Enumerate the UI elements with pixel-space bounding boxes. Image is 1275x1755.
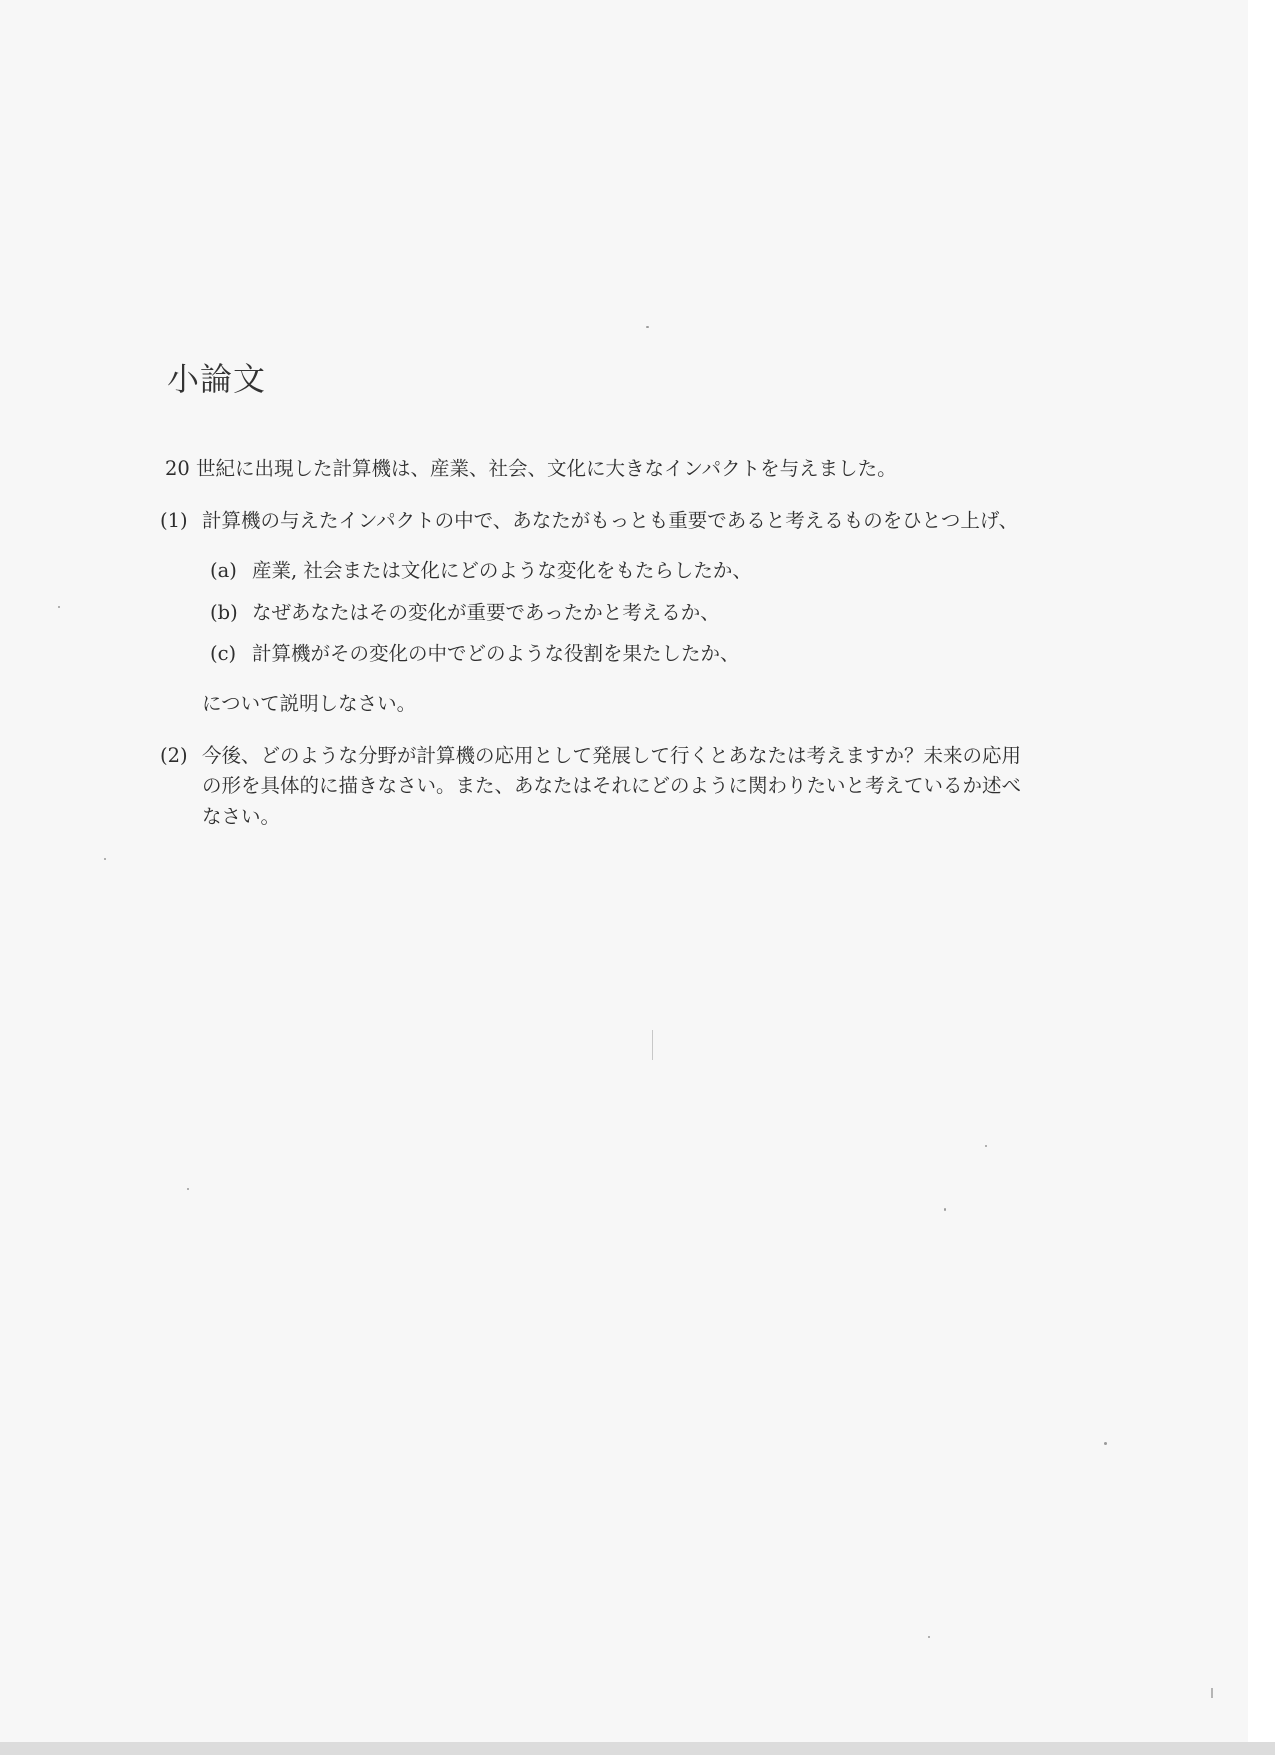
scan-speck: [58, 606, 60, 608]
question-1-item-b: [210, 597, 720, 625]
question-1: [160, 505, 1018, 533]
question-1-number: (1): [160, 509, 188, 532]
question-2: [160, 740, 1021, 768]
scan-speck: [944, 1208, 946, 1211]
item-c-label: (c): [210, 642, 237, 665]
scan-margin-bottom: [0, 1742, 1275, 1755]
scan-speck: [985, 1145, 987, 1147]
scan-speck: [104, 858, 106, 860]
item-a-text: 産業, 社会または文化にどのような変化をもたらしたか、: [252, 559, 752, 582]
scan-speck: [187, 1188, 189, 1190]
intro-paragraph: 20 世紀に出現した計算機は、産業、社会、文化に大きなインパクトを与えました。: [165, 457, 897, 480]
scan-speck: [928, 1636, 930, 1638]
question-2-line-2: の形を具体的に描きなさい。また、あなたはそれにどのように関わりたいと考えているか述べ: [202, 774, 1022, 797]
item-b-label: (b): [210, 601, 238, 624]
document-title: 小論文: [167, 360, 267, 398]
question-2-number: (2): [160, 744, 188, 767]
item-c-text: 計算機がその変化の中でどのような役割を果たしたか、: [252, 642, 740, 665]
scan-speck: [1211, 1688, 1213, 1698]
question-1-closing: について説明しなさい。: [202, 692, 417, 715]
question-1-item-c: [210, 638, 740, 666]
scan-speck: [652, 1030, 653, 1060]
item-b-text: なぜあなたはその変化が重要であったかと考えるか、: [252, 601, 720, 624]
scan-speck: [646, 326, 649, 328]
item-a-label: (a): [210, 559, 237, 582]
question-2-line-3: なさい。: [202, 805, 281, 828]
scan-margin-right: [1248, 0, 1275, 1755]
question-2-line-1: 今後、どのような分野が計算機の応用として発展して行くとあなたは考えますか？未来の応用: [202, 744, 1022, 767]
question-1-item-a: [210, 555, 752, 583]
question-1-text: 計算機の与えたインパクトの中で、あなたがもっとも重要であると考えるものをひとつ上げ、: [202, 509, 1019, 532]
scan-speck: [1104, 1442, 1107, 1445]
